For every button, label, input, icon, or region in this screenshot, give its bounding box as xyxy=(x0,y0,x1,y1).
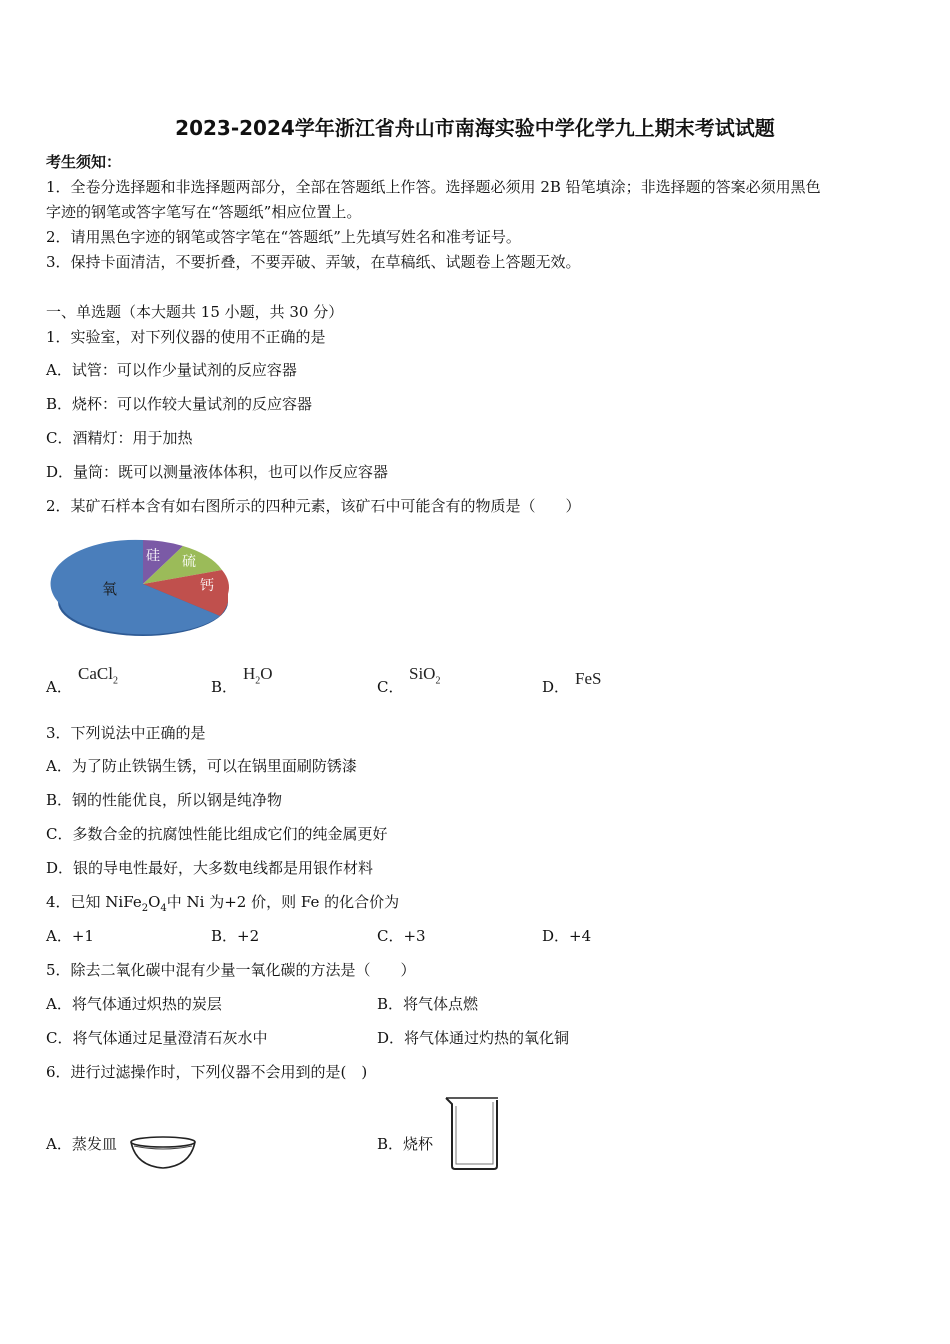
q3-option-c: C．多数合金的抗腐蚀性能比组成它们的纯金属更好 xyxy=(46,825,388,843)
q6-option-a: A．蒸发皿 xyxy=(46,1135,117,1153)
q2-formula-b: $H_2O$ xyxy=(243,664,273,687)
q2-option-a-label: A． xyxy=(46,678,72,696)
notice-line-1b: 字迹的钢笔或答字笔写在“答题纸”相应位置上。 xyxy=(46,203,362,221)
pie-label-silicon: 硅 xyxy=(146,548,160,564)
notice-line-3: 3．保持卡面清洁，不要折叠，不要弄破、弄皱，在草稿纸、试题卷上答题无效。 xyxy=(46,253,581,271)
q2-option-c-label: C． xyxy=(377,678,404,696)
q1-option-d: D．量筒：既可以测量液体体积，也可以作反应容器 xyxy=(46,463,389,481)
q3-option-d: D．银的导电性最好，大多数电线都是用银作材料 xyxy=(46,859,374,877)
pie-label-sulfur: 硫 xyxy=(182,554,196,570)
q3-stem: 3．下列说法中正确的是 xyxy=(46,724,206,742)
q2-formula-c: SiO$_2$ xyxy=(409,664,441,687)
q5-option-b: B．将气体点燃 xyxy=(377,995,479,1013)
q3-option-b: B．钢的性能优良，所以钢是纯净物 xyxy=(46,791,283,809)
notice-heading: 考生须知： xyxy=(46,153,122,171)
q4-stem: 4．已知 $NiFe_2O_4$中 Ni 为+2 价，则 Fe 的化合价为 xyxy=(46,893,400,914)
q2-stem: 2．某矿石样本含有如右图所示的四种元素，该矿石中可能含有的物质是（ ） xyxy=(46,497,581,515)
pie-label-oxygen: 氧 xyxy=(102,580,118,598)
q5-option-a: A．将气体通过炽热的炭层 xyxy=(46,995,222,1013)
q2-formula-d: FeS xyxy=(575,669,602,688)
pie-label-calcium: 钙 xyxy=(200,578,214,594)
q4-option-c: C．+3 xyxy=(377,927,426,945)
q4-option-b: B．+2 xyxy=(211,927,260,945)
notice-line-2: 2．请用黑色字迹的钢笔或答字笔在“答题纸”上先填写姓名和准考证号。 xyxy=(46,228,521,246)
section-heading: 一、单选题（本大题共 15 小题，共 30 分） xyxy=(46,303,344,321)
q6-stem: 6．进行过滤操作时，下列仪器不会用到的是( ) xyxy=(46,1063,368,1081)
q4-option-d: D．+4 xyxy=(542,927,592,945)
q1-stem: 1．实验室，对下列仪器的使用不正确的是 xyxy=(46,328,326,346)
notice-line-1a: 1．全卷分选择题和非选择题两部分，全部在答题纸上作答。选择题必须用 2B 铅笔填涂；非选择题的答案必须用黑色 xyxy=(46,178,821,196)
element-pie-chart xyxy=(50,532,240,650)
q2-option-d-label: D． xyxy=(542,678,570,696)
q2-formula-a: CaCl$_2$ xyxy=(78,664,118,687)
q5-option-d: D．将气体通过灼热的氧化铜 xyxy=(377,1029,570,1047)
q1-option-b: B．烧杯：可以作较大量试剂的反应容器 xyxy=(46,395,313,413)
q4-option-a: A．+1 xyxy=(46,927,94,945)
page-title: 2023-2024学年浙江省舟山市南海实验中学化学九上期末考试试题 xyxy=(175,116,775,140)
q5-option-c: C．将气体通过足量澄清石灰水中 xyxy=(46,1029,268,1047)
q3-option-a: A．为了防止铁锅生锈，可以在锅里面刷防锈漆 xyxy=(46,757,357,775)
q1-option-a: A．试管：可以作少量试剂的反应容器 xyxy=(46,361,297,379)
evaporating-dish-icon xyxy=(128,1134,198,1174)
q2-option-b-label: B． xyxy=(211,678,238,696)
q6-option-b: B．烧杯 xyxy=(377,1135,434,1153)
beaker-icon xyxy=(440,1094,504,1172)
q1-option-c: C．酒精灯：用于加热 xyxy=(46,429,193,447)
q5-stem: 5．除去二氧化碳中混有少量一氧化碳的方法是（ ） xyxy=(46,961,416,979)
